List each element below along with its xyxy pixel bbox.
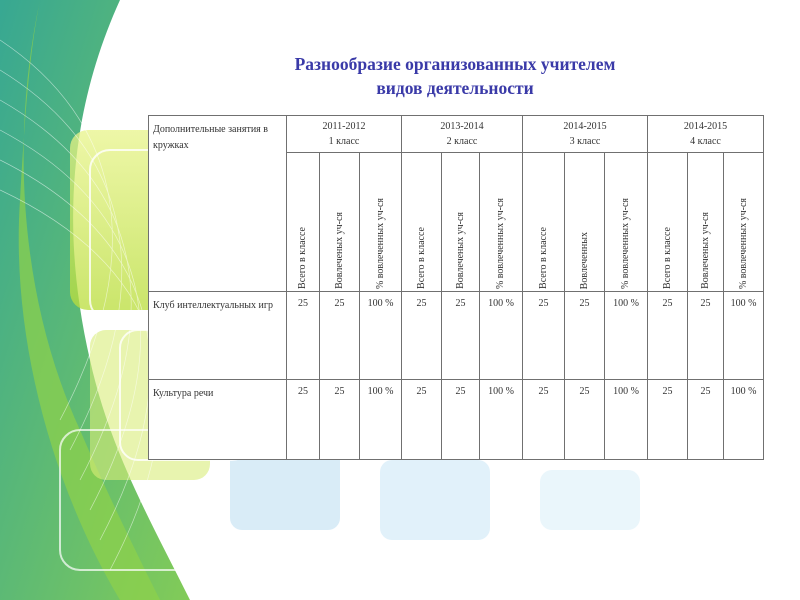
table-cell: 25 — [402, 292, 442, 380]
table-cell: 100 % — [724, 292, 764, 380]
table-cell: 100 % — [480, 292, 523, 380]
column-header-text: % вовлеченных уч-ся — [620, 197, 631, 289]
table-row — [149, 292, 764, 380]
table-cell: 25 — [523, 292, 565, 380]
group-years: 2014-2015 — [683, 121, 728, 132]
table-cell: 25 — [688, 292, 724, 380]
group-years: 2013-2014 — [440, 121, 484, 132]
column-header-text: % вовлеченных уч-ся — [737, 197, 749, 289]
activities-table — [148, 115, 764, 460]
table-cell: 25 — [320, 380, 360, 460]
table-cell: 25 — [442, 380, 480, 460]
column-header — [287, 153, 320, 292]
column-header — [360, 153, 402, 292]
table-cell: 25 — [287, 380, 320, 460]
table-cell: 25 — [565, 292, 605, 380]
table-cell: 25 — [442, 292, 480, 380]
table-cell: 100 % — [605, 292, 648, 380]
column-header-text: Вовлеченых уч-ся — [699, 212, 711, 289]
title-line-1: Разнообразие организованных учителем — [294, 54, 616, 74]
group-grade: 4 класс — [690, 136, 721, 147]
group-header — [287, 116, 402, 153]
column-header-text: Всего в классе — [661, 227, 673, 289]
column-header-text: Вовлеченых уч-ся — [454, 212, 466, 289]
table-cell: 25 — [320, 292, 360, 380]
table-cell: 25 — [648, 292, 688, 380]
column-header — [442, 153, 480, 292]
column-header-text: Вовлеченых уч-ся — [333, 212, 345, 289]
column-header-text: Всего в классе — [297, 227, 308, 289]
table-cell: 25 — [648, 380, 688, 460]
group-header — [402, 116, 523, 153]
title-line-2: видов деятельности — [376, 78, 534, 98]
table-cell: 25 — [565, 380, 605, 460]
column-header-text: Вовлеченных — [578, 231, 590, 289]
column-header — [402, 153, 442, 292]
table-cell: 25 — [688, 380, 724, 460]
table-cell: 100 % — [360, 380, 402, 460]
column-header-text: % вовлеченных уч-ся — [374, 197, 386, 289]
group-grade: 2 класс — [446, 136, 478, 147]
row-label: Клуб интеллектуальных игр — [149, 292, 287, 380]
table-cell: 100 % — [724, 380, 764, 460]
table-cell: 100 % — [480, 380, 523, 460]
column-header — [688, 153, 724, 292]
column-header — [320, 153, 360, 292]
column-header — [565, 153, 605, 292]
column-header — [648, 153, 688, 292]
table-cell: 25 — [287, 292, 320, 380]
row-label: Культура речи — [149, 380, 287, 460]
column-header — [605, 153, 648, 292]
column-header-text: Всего в классе — [415, 227, 427, 289]
table-cell: 100 % — [360, 292, 402, 380]
corner-header: Дополнительные занятия в кружках — [149, 116, 287, 292]
column-header — [724, 153, 764, 292]
column-header-text: Всего в классе — [537, 227, 549, 289]
column-header-text: % вовлеченных уч-ся — [495, 197, 506, 289]
table-cell: 25 — [402, 380, 442, 460]
page-title — [230, 52, 680, 100]
group-header-row — [149, 116, 764, 153]
table-cell: 25 — [523, 380, 565, 460]
group-grade: 1 класс — [328, 136, 360, 147]
column-header — [480, 153, 523, 292]
group-header — [523, 116, 648, 153]
table-cell: 100 % — [605, 380, 648, 460]
group-years: 2014-2015 — [563, 121, 607, 132]
column-header — [523, 153, 565, 292]
table-row — [149, 380, 764, 460]
group-header — [648, 116, 764, 153]
group-years: 2011-2012 — [322, 121, 366, 132]
group-grade: 3 класс — [569, 136, 601, 147]
